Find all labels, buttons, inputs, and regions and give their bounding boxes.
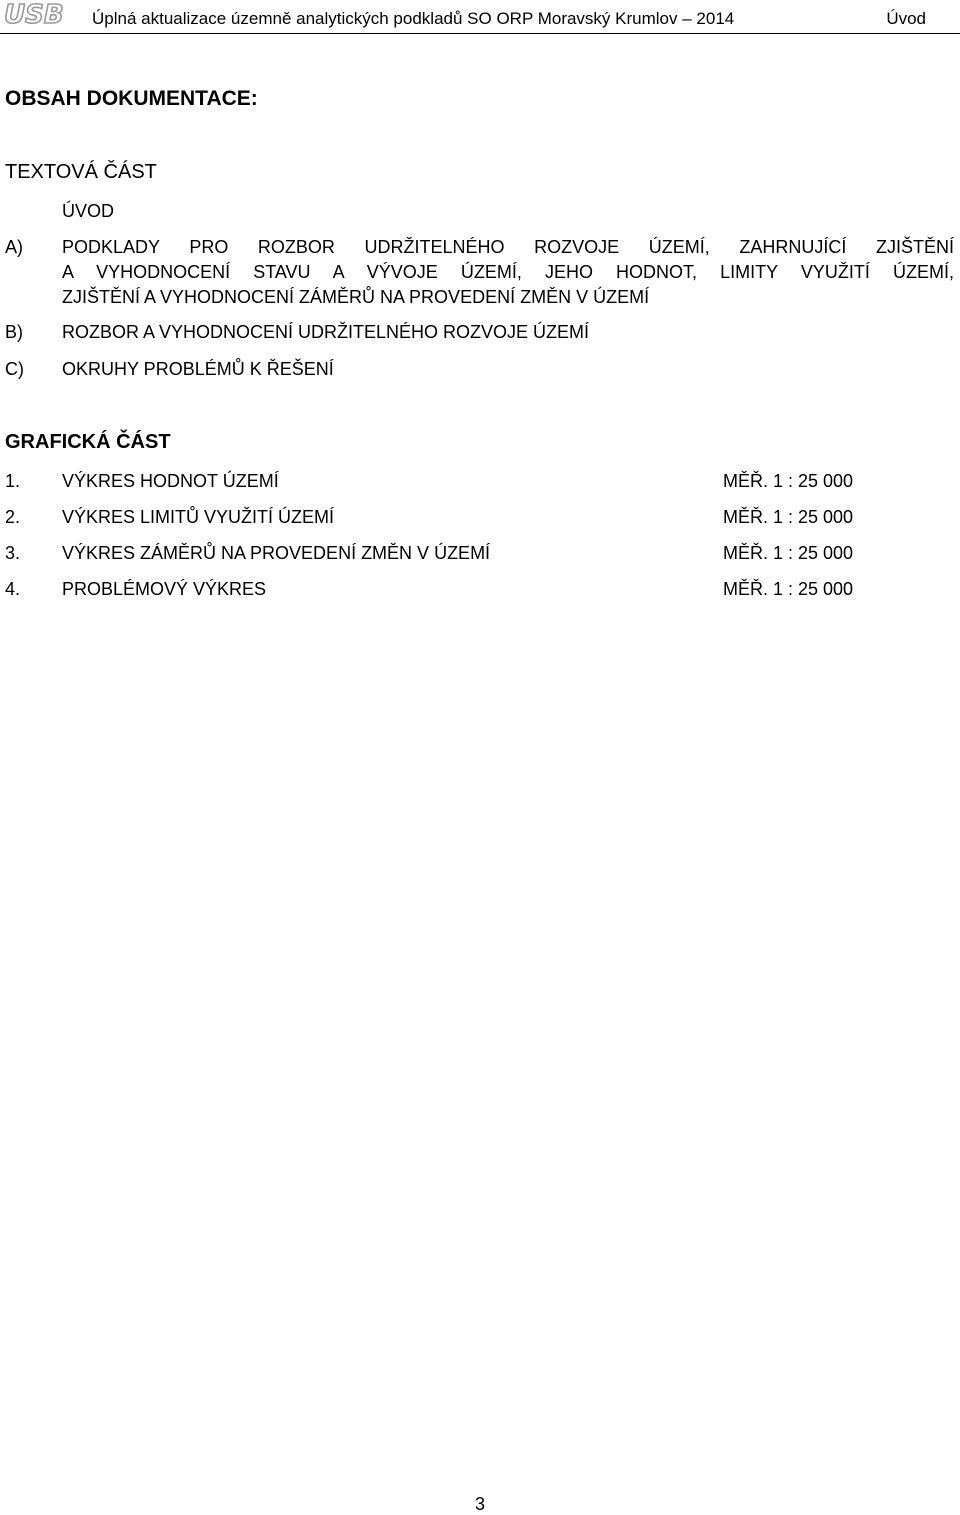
item-c-label: C) [5, 359, 24, 379]
header-section: Úvod [886, 9, 926, 28]
item-c-text: OKRUHY PROBLÉMŮ K ŘEŠENÍ [62, 359, 334, 379]
item-b-label: B) [5, 322, 23, 342]
item-a-line-2: A VYHODNOCENÍ STAVU A VÝVOJE ÚZEMÍ, JEHO HODNOT, LIMITY VYUŽITÍ ÚZEMÍ, [62, 262, 954, 282]
drawing-title: VÝKRES ZÁMĚRŮ NA PROVEDENÍ ZMĚN V ÚZEMÍ [62, 543, 491, 563]
usb-logo [2, 0, 72, 26]
drawing-number: 4. [5, 579, 21, 599]
page-header [0, 0, 960, 34]
logo-text: USB [4, 0, 64, 26]
drawing-number: 2. [5, 507, 21, 527]
drawing-scale: MĚŘ. 1 : 25 000 [723, 471, 854, 491]
item-a-line-1: PODKLADY PRO ROZBOR UDRŽITELNÉHO ROZVOJE ÚZEMÍ, ZAHRNUJÍCÍ ZJIŠTĚNÍ [62, 237, 954, 257]
header-divider [0, 33, 960, 34]
drawing-title: VÝKRES LIMITŮ VYUŽITÍ ÚZEMÍ [62, 507, 335, 527]
drawing-number: 3. [5, 543, 21, 563]
item-a-line-3: ZJIŠTĚNÍ A VYHODNOCENÍ ZÁMĚRŮ NA PROVEDENÍ ZMĚN V ÚZEMÍ [62, 287, 650, 307]
header-title: Úplná aktualizace územně analytických podkladů SO ORP Moravský Krumlov – 2014 [92, 9, 735, 28]
graphic-part-heading: GRAFICKÁ ČÁST [5, 431, 171, 453]
drawing-title: VÝKRES HODNOT ÚZEMÍ [62, 471, 279, 491]
drawing-number: 1. [5, 471, 21, 491]
contents-heading: OBSAH DOKUMENTACE: [5, 87, 258, 110]
drawing-scale: MĚŘ. 1 : 25 000 [723, 507, 854, 527]
drawing-scale: MĚŘ. 1 : 25 000 [723, 543, 854, 563]
intro-item: ÚVOD [62, 201, 115, 221]
text-part-heading: TEXTOVÁ ČÁST [5, 161, 157, 183]
page-number: 3 [474, 1494, 485, 1514]
item-a-label: A) [5, 237, 23, 257]
drawing-title: PROBLÉMOVÝ VÝKRES [62, 579, 267, 599]
drawing-scale: MĚŘ. 1 : 25 000 [723, 579, 854, 599]
item-b-text: ROZBOR A VYHODNOCENÍ UDRŽITELNÉHO ROZVOJE ÚZEMÍ [62, 322, 590, 342]
